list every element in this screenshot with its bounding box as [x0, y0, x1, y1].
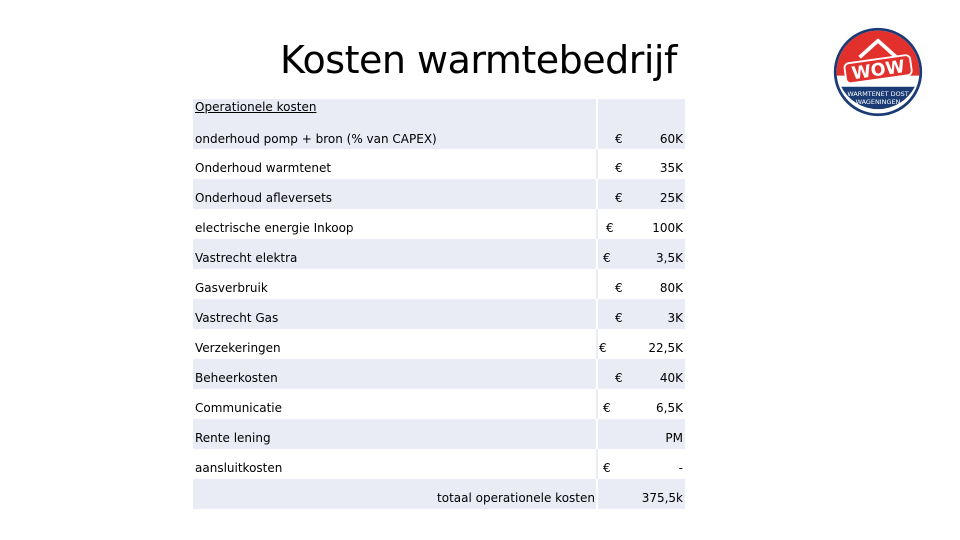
table-row — [193, 239, 685, 269]
row-label: Beheerkosten — [195, 371, 278, 385]
euro-sign: € — [603, 461, 611, 475]
table-row — [193, 179, 685, 209]
euro-sign: € — [615, 132, 623, 146]
table-row — [193, 269, 685, 299]
costs-table — [193, 99, 685, 509]
table-row — [193, 389, 685, 419]
row-label: aansluitkosten — [195, 461, 283, 475]
row-label: onderhoud pomp + bron (% van CAPEX) — [195, 132, 437, 146]
row-label: Rente lening — [195, 431, 271, 445]
total-row — [193, 479, 685, 509]
row-label: electrische energie Inkoop — [195, 221, 354, 235]
logo-brand-text: WOW — [850, 57, 907, 85]
table-row — [193, 209, 685, 239]
euro-sign: € — [615, 191, 623, 205]
row-label: Verzekeringen — [195, 341, 281, 355]
total-label: totaal operationele kosten — [437, 491, 595, 505]
row-amount: 3K — [667, 311, 683, 325]
euro-sign: € — [615, 161, 623, 175]
row-amount: 100K — [652, 221, 683, 235]
euro-sign: € — [615, 311, 623, 325]
page-title: Kosten warmtebedrijf — [280, 38, 677, 82]
row-label: Onderhoud warmtenet — [195, 161, 332, 175]
euro-sign: € — [603, 401, 611, 415]
row-label: Vastrecht Gas — [195, 311, 279, 325]
row-amount: 22,5K — [648, 341, 683, 355]
euro-sign: € — [606, 221, 614, 235]
table-row — [193, 419, 685, 449]
row-label: Gasverbruik — [195, 281, 268, 295]
table-row — [193, 299, 685, 329]
euro-sign: € — [603, 251, 611, 265]
row-amount: 35K — [659, 161, 683, 175]
logo-line2: WAGENINGEN — [855, 98, 901, 107]
euro-sign: € — [615, 281, 623, 295]
table-row — [193, 359, 685, 389]
row-amount: 6,5K — [656, 401, 683, 415]
table-row — [193, 99, 685, 129]
row-amount: - — [678, 461, 683, 475]
row-amount: 40K — [659, 371, 683, 385]
row-amount: 80K — [659, 281, 683, 295]
table-row — [193, 149, 685, 179]
logo-line1: WARMTENET DOST — [847, 89, 909, 98]
row-label: Onderhoud afleversets — [195, 191, 333, 205]
table-row — [193, 449, 685, 479]
row-amount: PM — [665, 431, 683, 445]
row-amount: 3,5K — [656, 251, 683, 265]
row-label: Vastrecht elektra — [195, 251, 298, 265]
row-label: Communicatie — [195, 401, 283, 415]
table-row — [193, 129, 685, 149]
table-row — [193, 329, 685, 359]
row-amount: 60K — [659, 132, 683, 146]
total-amount: 375,5k — [641, 491, 683, 505]
euro-sign: € — [599, 341, 607, 355]
euro-sign: € — [615, 371, 623, 385]
table-header-label: Operationele kosten — [195, 100, 317, 114]
wow-logo — [832, 26, 924, 118]
row-amount: 25K — [659, 191, 683, 205]
